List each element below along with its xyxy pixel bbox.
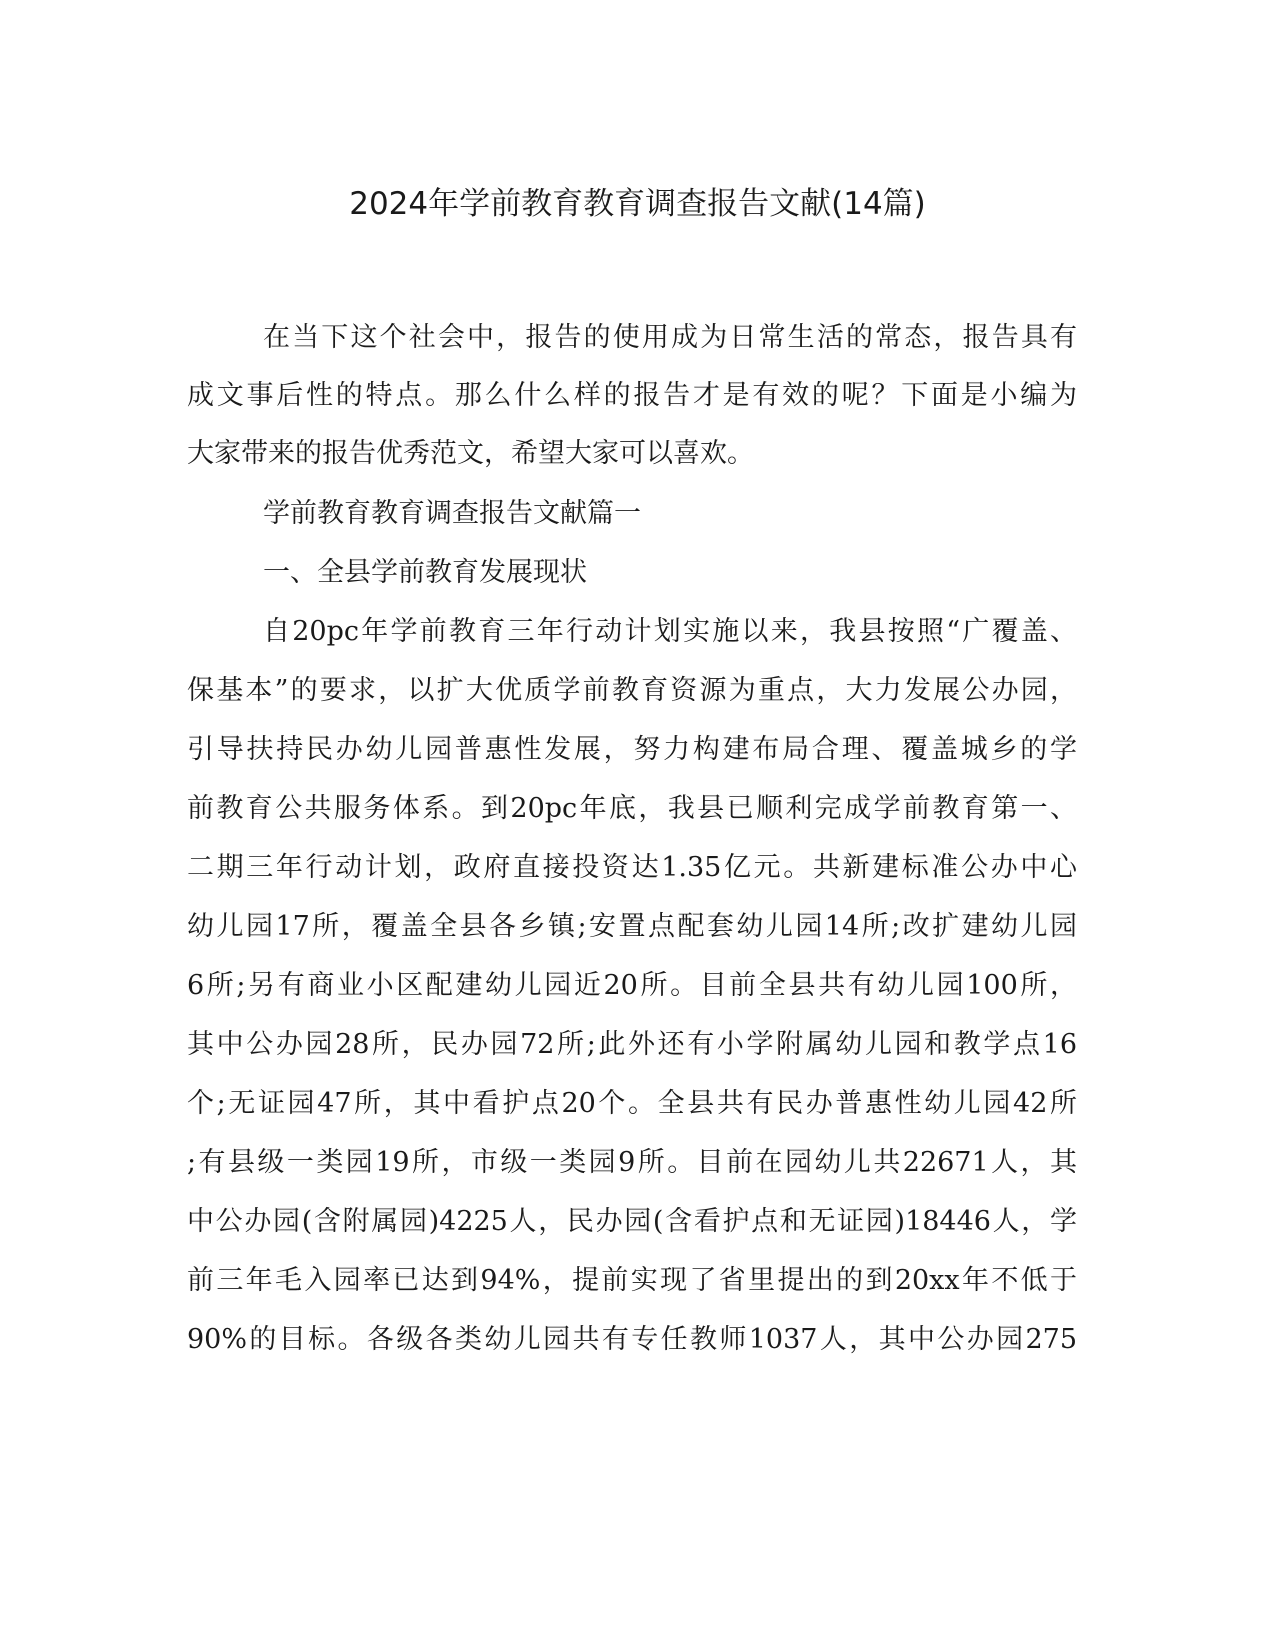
paragraph-line: 引导扶持民办幼儿园普惠性发展，努力构建布局合理、覆盖城乡的学: [187, 734, 1077, 765]
paragraph-line: 保基本”的要求，以扩大优质学前教育资源为重点，大力发展公办园，: [187, 675, 1077, 706]
paragraph-line: 前教育公共服务体系。到20pc年底，我县已顺利完成学前教育第一、: [187, 793, 1077, 824]
paragraph-line: 6所;另有商业小区配建幼儿园近20所。目前全县共有幼儿园100所，: [187, 970, 1077, 1001]
paragraph-line: 其中公办园28所，民办园72所;此外还有小学附属幼儿园和教学点16: [187, 1029, 1077, 1060]
section-heading: 学前教育教育调查报告文献篇一: [263, 498, 641, 529]
subsection-heading: 一、全县学前教育发展现状: [263, 557, 587, 588]
paragraph-line: ;有县级一类园19所，市级一类园9所。目前在园幼儿共22671人，其: [187, 1147, 1077, 1178]
paragraph-line: 个;无证园47所，其中看护点20个。全县共有民办普惠性幼儿园42所: [187, 1088, 1077, 1119]
paragraph-line: 成文事后性的特点。那么什么样的报告才是有效的呢？下面是小编为: [187, 380, 1077, 411]
document-title: 2024年学前教育教育调查报告文献(14篇): [349, 186, 926, 222]
paragraph-line: 二期三年行动计划，政府直接投资达1.35亿元。共新建标准公办中心: [187, 852, 1077, 883]
paragraph-line: 幼儿园17所，覆盖全县各乡镇;安置点配套幼儿园14所;改扩建幼儿园: [187, 911, 1077, 942]
paragraph-line: 在当下这个社会中，报告的使用成为日常生活的常态，报告具有: [263, 322, 1077, 353]
paragraph-line: 大家带来的报告优秀范文，希望大家可以喜欢。: [187, 438, 754, 469]
paragraph-line: 前三年毛入园率已达到94%，提前实现了省里提出的到20xx年不低于: [187, 1265, 1077, 1296]
paragraph-line: 中公办园(含附属园)4225人，民办园(含看护点和无证园)18446人，学: [187, 1206, 1077, 1237]
paragraph-line: 90%的目标。各级各类幼儿园共有专任教师1037人，其中公办园275: [187, 1324, 1077, 1355]
paragraph-line: 自20pc年学前教育三年行动计划实施以来，我县按照“广覆盖、: [263, 616, 1077, 647]
